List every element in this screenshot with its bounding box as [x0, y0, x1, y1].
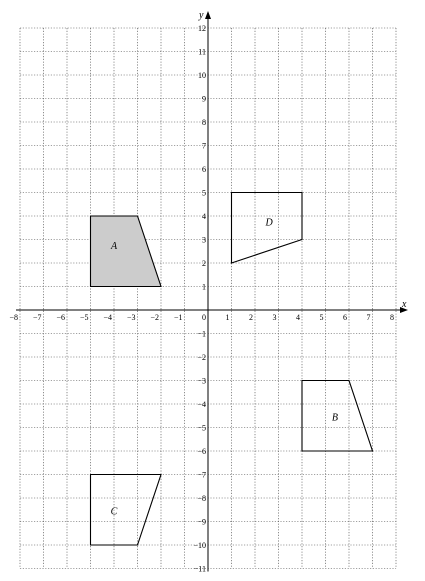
x-tick-label: 6 — [343, 313, 347, 322]
x-tick-label: 3 — [272, 313, 277, 322]
y-tick-label: −10 — [193, 541, 206, 550]
x-tick-label: −4 — [103, 313, 112, 322]
x-tick-label: −7 — [32, 313, 42, 322]
y-tick-label: 12 — [198, 24, 206, 33]
shape-a — [91, 216, 162, 287]
x-tick-label: −2 — [150, 313, 159, 322]
y-tick-label: 5 — [202, 188, 206, 198]
x-tick-label: 1 — [225, 313, 230, 322]
x-tick-label: −5 — [79, 313, 89, 322]
x-tick-label: 2 — [249, 313, 253, 322]
x-tick-label: −8 — [9, 313, 18, 322]
y-tick-label: −3 — [197, 376, 206, 386]
x-tick-label: 5 — [319, 313, 324, 322]
y-tick-label: −4 — [197, 400, 206, 409]
y-tick-label: 2 — [202, 259, 206, 268]
y-tick-label: −7 — [197, 470, 206, 480]
shape-label-a: A — [110, 240, 118, 252]
y-tick-label: 10 — [198, 71, 206, 80]
y-axis-arrow — [205, 11, 211, 19]
y-tick-label: 7 — [202, 141, 206, 151]
shape-label-b: B — [331, 412, 338, 424]
y-tick-label: 11 — [198, 47, 206, 57]
x-axis-label: x — [402, 299, 407, 310]
y-tick-label: −2 — [197, 353, 206, 362]
y-tick-label: −5 — [197, 423, 206, 433]
y-tick-label: −8 — [197, 494, 206, 503]
shape-label-d: D — [265, 217, 273, 229]
y-tick-label: 4 — [202, 212, 206, 221]
x-tick-label: −6 — [56, 313, 65, 322]
y-tick-label: 8 — [202, 118, 206, 127]
shape-label-c: C — [110, 506, 118, 518]
x-tick-label: 0 — [202, 313, 206, 322]
y-tick-label: 6 — [202, 165, 206, 174]
y-tick-label: −11 — [193, 564, 206, 574]
x-tick-label: 7 — [366, 313, 371, 322]
shape-c — [91, 475, 162, 546]
x-tick-label: 8 — [390, 313, 394, 322]
y-tick-label: 1 — [202, 282, 206, 292]
y-tick-label: −6 — [197, 447, 206, 456]
shapes — [91, 193, 373, 546]
x-tick-label: 4 — [296, 313, 300, 322]
y-tick-label: 9 — [202, 94, 206, 104]
y-tick-labels — [193, 24, 206, 574]
x-tick-label: −1 — [173, 313, 183, 322]
x-tick-label: −3 — [126, 313, 136, 322]
y-tick-label: −1 — [197, 329, 206, 339]
y-tick-label: −9 — [197, 517, 206, 527]
y-axis-label: y — [199, 10, 204, 21]
y-tick-label: 3 — [202, 235, 206, 245]
